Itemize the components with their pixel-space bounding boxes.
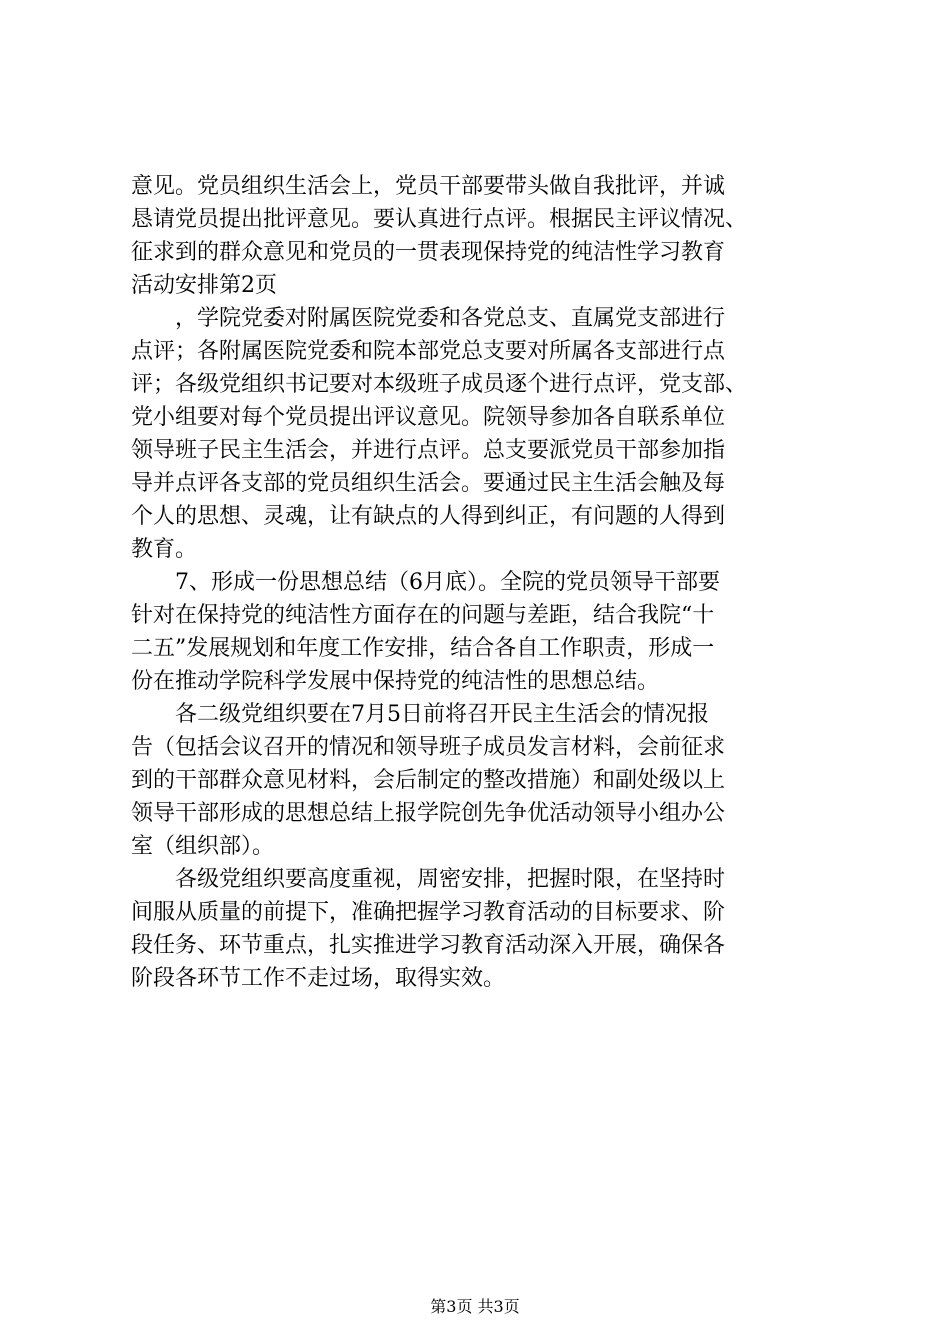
text-line: 恳请党员提出批评意见。要认真进行点评。根据民主评议情况、 (131, 207, 748, 232)
text-line: 二五”发展规划和年度工作安排，结合各自工作职责，形成一 (131, 636, 715, 661)
text-line: 份在推动学院科学发展中保持党的纯洁性的思想总结。 (131, 669, 660, 694)
page-number-footer: 第3页 共3页 (430, 1297, 520, 1316)
text-line: 各级党组织要高度重视，周密安排，把握时限，在坚持时 (131, 867, 726, 892)
text-line: 个人的思想、灵魂，让有缺点的人得到纠正，有问题的人得到 (131, 504, 726, 529)
text-line: 7、形成一份思想总结（6月底）。全院的党员领导干部要 (131, 570, 720, 595)
text-line: 党小组要对每个党员提出评议意见。院领导参加各自联系单位 (131, 405, 726, 430)
text-line: 针对在保持党的纯洁性方面存在的问题与差距，结合我院“十 (131, 603, 715, 628)
text-line: 意见。党员组织生活会上，党员干部要带头做自我批评，并诚 (131, 174, 726, 199)
text-line: 到的干部群众意见材料，会后制定的整改措施）和副处级以上 (131, 768, 726, 793)
text-line: 间服从质量的前提下，准确把握学习教育活动的目标要求、阶 (131, 900, 726, 925)
text-line: 段任务、环节重点，扎实推进学习教育活动深入开展，确保各 (131, 933, 726, 958)
text-line: 阶段各环节工作不走过场，取得实效。 (131, 966, 506, 991)
text-line: 导并点评各支部的党员组织生活会。要通过民主生活会触及每 (131, 471, 726, 496)
text-line: ，学院党委对附属医院党委和各党总支、直属党支部进行 (131, 306, 726, 331)
text-line: 领导班子民主生活会，并进行点评。总支要派党员干部参加指 (131, 438, 726, 463)
text-line: 教育。 (131, 537, 198, 562)
text-line: 活动安排第2页 (131, 273, 277, 298)
text-line: 点评；各附属医院党委和院本部党总支要对所属各支部进行点 (131, 339, 726, 364)
text-line: 室（组织部）。 (131, 834, 275, 859)
text-line: 领导干部形成的思想总结上报学院创先争优活动领导小组办公 (131, 801, 726, 826)
text-line: 告（包括会议召开的情况和领导班子成员发言材料，会前征求 (131, 735, 726, 760)
text-line: 征求到的群众意见和党员的一贯表现保持党的纯洁性学习教育 (131, 240, 726, 265)
text-line: 评；各级党组织书记要对本级班子成员逐个进行点评，党支部、 (131, 372, 748, 397)
document-body (131, 170, 831, 995)
text-line: 各二级党组织要在7月5日前将召开民主生活会的情况报 (131, 702, 709, 727)
